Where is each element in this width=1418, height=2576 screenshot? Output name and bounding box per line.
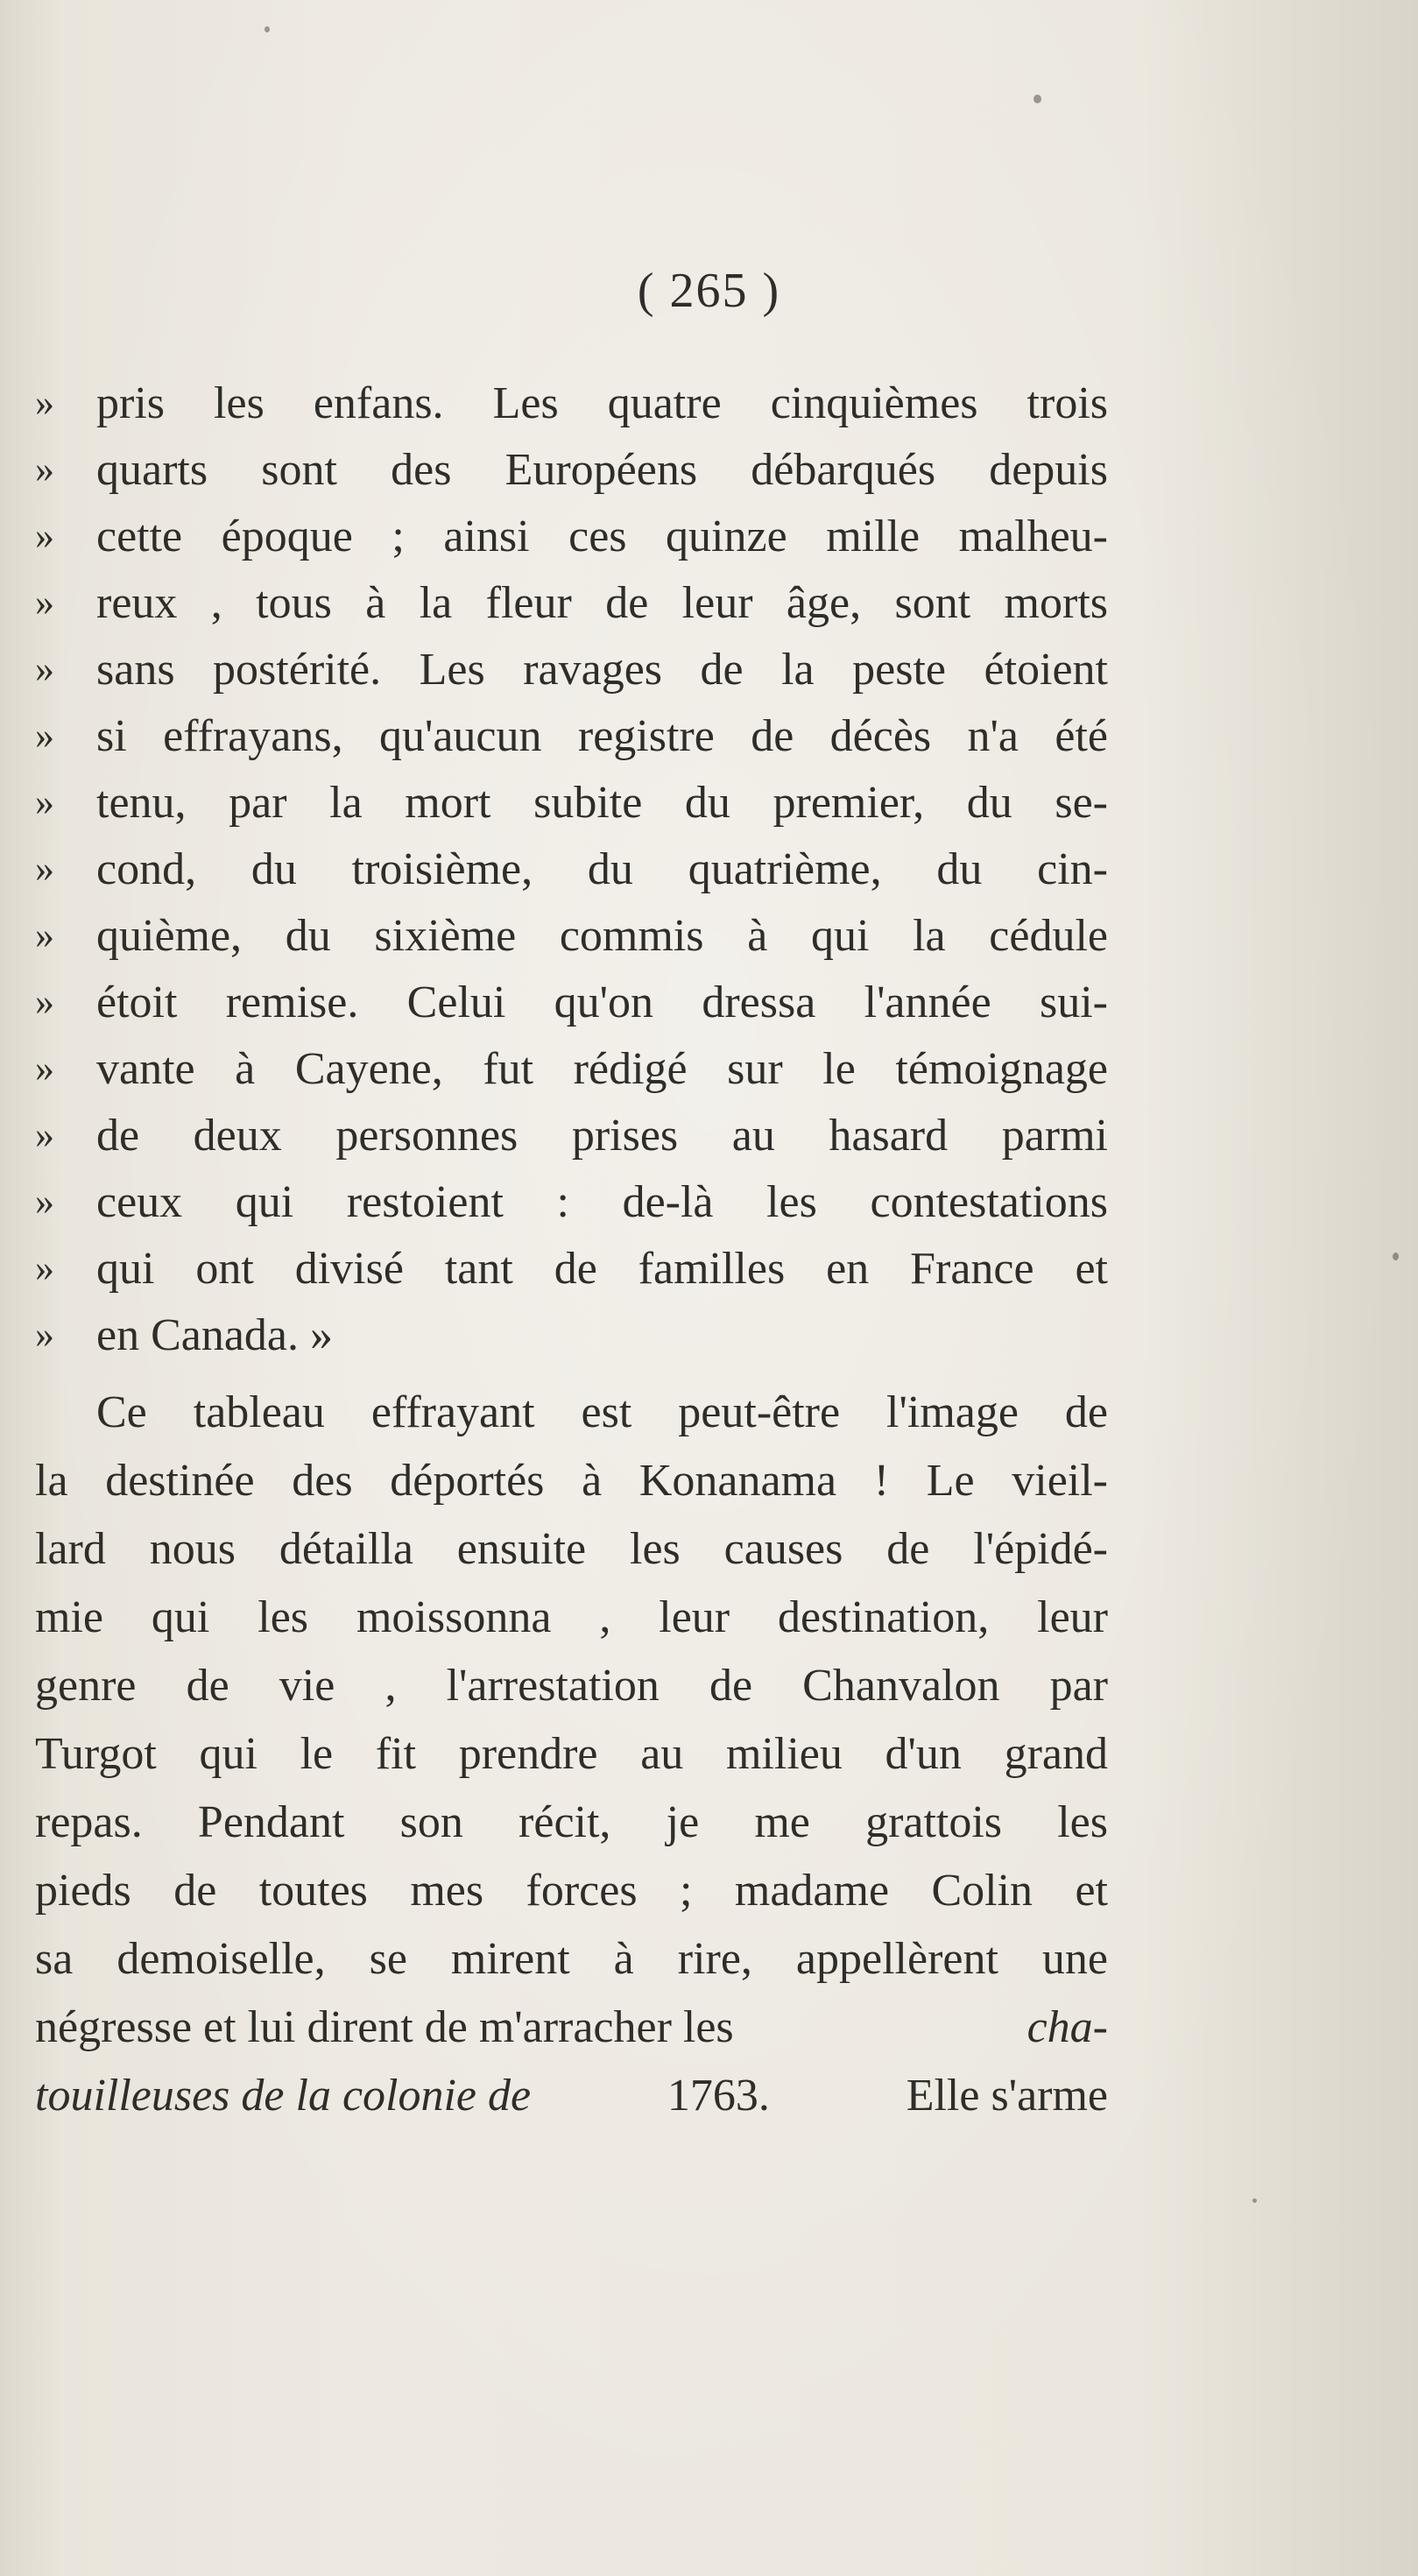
line-text: quième, du sixième commis à qui la cédule	[96, 911, 1108, 961]
line-text: sa demoiselle, se mirent à rire, appellèrent une	[35, 1934, 1108, 1984]
line-text: Elle s'arme	[906, 2071, 1108, 2121]
guillemet-mark: »	[35, 1246, 54, 1289]
line-text: mie qui les moissonna , leur destination, leur	[35, 1592, 1108, 1642]
paragraph-line	[0, 1650, 1418, 1722]
line-text: genre de vie , l'arrestation de Chanvalon par	[35, 1661, 1108, 1711]
line-text: pieds de toutes mes forces ; madame Colin et	[35, 1866, 1108, 1916]
quoted-line	[0, 701, 1418, 773]
paper-speck	[265, 26, 270, 32]
line-text: si effrayans, qu'aucun registre de décès n'a été	[96, 711, 1108, 761]
line-text: cette époque ; ainsi ces quinze mille malheu-	[96, 512, 1108, 561]
line-text: pris les enfans. Les quatre cinquièmes trois	[96, 378, 1108, 428]
paragraph-line	[0, 1377, 1418, 1449]
quoted-line	[0, 368, 1418, 440]
line-text: quarts sont des Européens débarqués depuis	[96, 445, 1108, 495]
line-text: de deux personnes prises au hasard parmi	[96, 1111, 1108, 1161]
italic-text: touilleuses de la colonie de	[35, 2071, 532, 2121]
paragraph-line	[0, 1719, 1418, 1790]
line-text: étoit remise. Celui qu'on dressa l'année sui-	[96, 977, 1108, 1027]
year-text: 1763.	[667, 2071, 770, 2121]
paragraph-line	[0, 1923, 1418, 1995]
line-text: repas. Pendant son récit, je me grattois les	[35, 1797, 1108, 1847]
line-text: la destinée des déportés à Konanama ! Le vieil-	[35, 1456, 1108, 1506]
line-text: Turgot qui le fit prendre au milieu d'un grand	[35, 1729, 1108, 1779]
guillemet-mark: »	[35, 714, 54, 757]
quoted-line	[0, 501, 1418, 573]
paragraph-line	[0, 1992, 1418, 2064]
page-number: ( 265 )	[637, 264, 781, 318]
guillemet-mark: »	[35, 1113, 54, 1156]
quoted-line	[0, 1034, 1418, 1105]
guillemet-mark: »	[35, 581, 54, 624]
italic-text: cha-	[1026, 2002, 1108, 2052]
line-text: qui ont divisé tant de familles en France et	[96, 1244, 1108, 1294]
line-text: ceux qui restoient : de-là les contestations	[96, 1177, 1108, 1227]
guillemet-mark: »	[35, 514, 54, 557]
line-text-mixed	[35, 1992, 1108, 2064]
paper-speck	[1034, 95, 1041, 103]
guillemet-mark: »	[35, 1180, 54, 1223]
line-text: reux , tous à la fleur de leur âge, sont morts	[96, 578, 1108, 628]
line-text: négresse et lui dirent de m'arracher les	[35, 2002, 734, 2052]
quoted-line	[0, 834, 1418, 906]
quoted-line	[0, 1100, 1418, 1172]
paragraph-line	[0, 1787, 1418, 1859]
quoted-line	[0, 1233, 1418, 1305]
paper-speck	[1252, 2198, 1257, 2203]
line-text-mixed	[35, 2060, 1108, 2132]
quoted-line	[0, 967, 1418, 1039]
line-text: tenu, par la mort subite du premier, du se-	[96, 778, 1108, 828]
quoted-line	[0, 1167, 1418, 1239]
line-text: sans postérité. Les ravages de la peste étoient	[96, 645, 1108, 695]
paragraph-line	[0, 1855, 1418, 1927]
quoted-line	[0, 434, 1418, 506]
guillemet-mark: »	[35, 448, 54, 490]
line-text: Ce tableau effrayant est peut-être l'image de	[96, 1387, 1108, 1437]
guillemet-mark: »	[35, 381, 54, 424]
guillemet-mark: »	[35, 647, 54, 690]
guillemet-mark: »	[35, 847, 54, 890]
guillemet-mark: »	[35, 1313, 54, 1356]
paragraph-line	[0, 1514, 1418, 1585]
quoted-line	[0, 1300, 1418, 1372]
quoted-line	[0, 634, 1418, 706]
paragraph-line	[0, 1582, 1418, 1654]
guillemet-mark: »	[35, 980, 54, 1023]
guillemet-mark: »	[35, 1047, 54, 1090]
line-text: vante à Cayene, fut rédigé sur le témoignage	[96, 1044, 1108, 1094]
line-text: lard nous détailla ensuite les causes de l'épidé-	[35, 1524, 1108, 1574]
quoted-line	[0, 568, 1418, 639]
paragraph-line	[0, 2060, 1418, 2132]
guillemet-mark: »	[35, 914, 54, 956]
quoted-line	[0, 767, 1418, 839]
paragraph-line	[0, 1445, 1418, 1517]
line-text: cond, du troisième, du quatrième, du cin-	[96, 844, 1108, 894]
guillemet-mark: »	[35, 780, 54, 823]
quoted-line	[0, 900, 1418, 972]
line-text: en Canada. »	[96, 1310, 334, 1360]
